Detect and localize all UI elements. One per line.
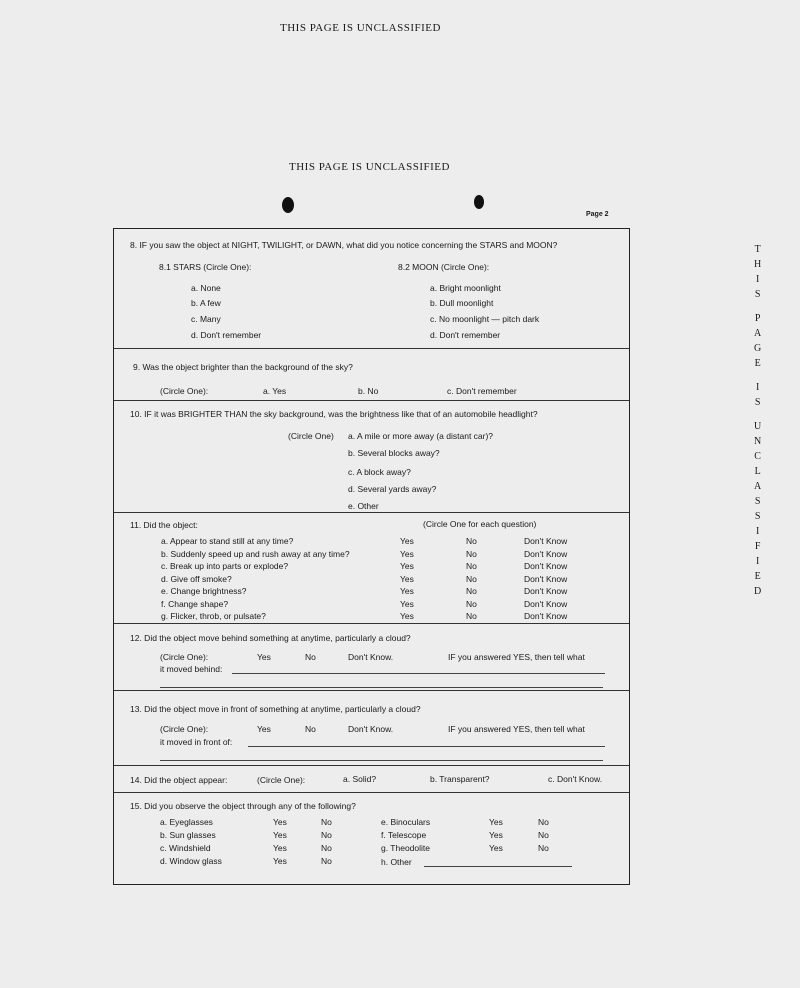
- question-text: 13. Did the object move in front of something at anytime, particularly a cloud?: [130, 704, 421, 714]
- side-letter: P: [754, 313, 761, 324]
- option-yes[interactable]: Yes: [489, 843, 503, 853]
- option-yes[interactable]: Yes: [400, 598, 414, 609]
- item-label: f. Change shape?: [161, 598, 229, 609]
- option-dont-know[interactable]: c. Don't Know.: [548, 774, 603, 784]
- mid-classification-header: THIS PAGE IS UNCLASSIFIED: [289, 161, 450, 173]
- option-yes[interactable]: Yes: [489, 830, 503, 840]
- item-label: c. Windshield: [160, 843, 211, 853]
- side-letter: C: [754, 451, 761, 462]
- moon-option[interactable]: c. No moonlight — pitch dark: [430, 314, 540, 324]
- option-yes[interactable]: Yes: [273, 856, 287, 866]
- headlight-option[interactable]: e. Other: [348, 501, 379, 511]
- option-yes[interactable]: Yes: [273, 817, 287, 827]
- item-label: d. Give off smoke?: [161, 573, 232, 584]
- question-text: 8. IF you saw the object at NIGHT, TWILIGHT, or DAWN, what did you notice concerning the STARS and MOON?: [130, 240, 558, 250]
- option-no[interactable]: No: [538, 817, 549, 827]
- stars-option[interactable]: b. A few: [191, 298, 221, 308]
- option-yes[interactable]: Yes: [400, 573, 414, 584]
- divider: [114, 623, 629, 624]
- option-yes[interactable]: Yes: [257, 724, 271, 734]
- side-letter: S: [754, 511, 761, 522]
- side-letter: S: [754, 397, 761, 408]
- answer-line[interactable]: [248, 746, 605, 747]
- moon-option[interactable]: b. Dull moonlight: [430, 298, 494, 308]
- option-dont-know[interactable]: Don't Know: [524, 548, 568, 559]
- circle-instruction: (Circle One):: [160, 652, 209, 662]
- top-classification-header: THIS PAGE IS UNCLASSIFIED: [280, 22, 441, 34]
- divider: [114, 348, 629, 349]
- option-no[interactable]: No: [321, 856, 332, 866]
- option-dont-know[interactable]: Don't Know: [524, 598, 568, 609]
- page-number: Page 2: [586, 211, 609, 218]
- option-no[interactable]: No: [466, 573, 477, 584]
- divider: [114, 400, 629, 401]
- item-label: b. Sun glasses: [160, 830, 216, 840]
- answer-line[interactable]: [232, 673, 605, 674]
- item-label: e. Change brightness?: [161, 586, 247, 596]
- follow-up-label: it moved behind:: [160, 664, 223, 674]
- option-no[interactable]: No: [466, 586, 477, 596]
- side-letter: I: [755, 382, 760, 393]
- circle-instruction: (Circle One): [288, 431, 334, 441]
- stars-option[interactable]: c. Many: [191, 314, 221, 324]
- option-no[interactable]: No: [466, 561, 477, 571]
- follow-up-instruction: IF you answered YES, then tell what: [448, 652, 585, 662]
- option-yes[interactable]: Yes: [400, 548, 414, 559]
- option-no[interactable]: No: [305, 724, 316, 734]
- side-classification-marking: [754, 242, 761, 599]
- option-yes[interactable]: Yes: [400, 586, 414, 596]
- divider: [114, 690, 629, 691]
- option-dont-know[interactable]: Don't Know: [524, 586, 568, 596]
- option-dont-know[interactable]: Don't Know: [524, 536, 568, 546]
- side-letter: F: [754, 541, 761, 552]
- option-dont-know[interactable]: Don't Know: [524, 611, 568, 621]
- option-dont-know[interactable]: Don't Know.: [348, 652, 394, 662]
- stars-label: 8.1 STARS (Circle One):: [159, 262, 252, 272]
- side-letter: E: [754, 571, 761, 582]
- item-label: f. Telescope: [381, 830, 427, 840]
- option-dont-remember[interactable]: c. Don't remember: [447, 386, 517, 396]
- answer-line[interactable]: [160, 760, 603, 761]
- headlight-option[interactable]: a. A mile or more away (a distant car)?: [348, 431, 494, 441]
- item-label: b. Suddenly speed up and rush away at any time?: [161, 548, 350, 559]
- moon-option[interactable]: d. Don't remember: [430, 330, 501, 340]
- side-letter: H: [754, 259, 762, 270]
- item-label: d. Window glass: [160, 856, 222, 866]
- follow-up-instruction: IF you answered YES, then tell what: [448, 724, 585, 734]
- option-dont-know[interactable]: Don't Know: [524, 561, 568, 571]
- answer-line[interactable]: [160, 687, 603, 688]
- option-yes[interactable]: a. Yes: [263, 386, 287, 396]
- side-letter: S: [754, 289, 761, 300]
- item-label: g. Flicker, throb, or pulsate?: [161, 611, 266, 621]
- option-yes[interactable]: Yes: [400, 561, 414, 571]
- option-no[interactable]: No: [466, 611, 477, 621]
- moon-option[interactable]: a. Bright moonlight: [430, 283, 501, 293]
- question-text: 11. Did the object:: [130, 520, 198, 530]
- stars-option[interactable]: d. Don't remember: [191, 330, 262, 340]
- side-letter: A: [754, 481, 762, 492]
- side-letter: I: [755, 556, 760, 567]
- other-label: h. Other: [381, 857, 412, 867]
- side-letter: I: [755, 526, 760, 537]
- headlight-option[interactable]: d. Several yards away?: [348, 484, 437, 494]
- side-letter: T: [754, 244, 761, 255]
- item-label: a. Eyeglasses: [160, 817, 213, 827]
- item-label: c. Break up into parts or explode?: [161, 561, 289, 571]
- question-text: 15. Did you observe the object through any of the following?: [130, 801, 356, 811]
- divider: [114, 765, 629, 766]
- question-text: 9. Was the object brighter than the background of the sky?: [133, 362, 353, 372]
- stars-option[interactable]: a. None: [191, 283, 221, 293]
- circle-instruction: (Circle One):: [160, 724, 209, 734]
- divider: [114, 792, 629, 793]
- option-no[interactable]: No: [321, 830, 332, 840]
- option-yes[interactable]: Yes: [400, 536, 414, 546]
- circle-instruction: (Circle One):: [160, 386, 209, 396]
- moon-label: 8.2 MOON (Circle One):: [398, 262, 490, 272]
- question-text: 10. IF it was BRIGHTER THAN the sky background, was the brightness like that of an automobile headlight?: [130, 409, 538, 419]
- option-yes[interactable]: Yes: [273, 830, 287, 840]
- headlight-option[interactable]: b. Several blocks away?: [348, 448, 440, 458]
- option-no[interactable]: No: [466, 548, 477, 559]
- punch-hole-left: [282, 197, 294, 213]
- item-label: a. Appear to stand still at any time?: [161, 536, 294, 546]
- option-yes[interactable]: Yes: [273, 843, 287, 853]
- side-letter: A: [754, 328, 762, 339]
- other-answer-line[interactable]: [424, 866, 572, 867]
- option-dont-know[interactable]: Don't Know: [524, 573, 568, 584]
- option-no[interactable]: No: [321, 817, 332, 827]
- option-no[interactable]: No: [466, 598, 477, 609]
- question-text: 12. Did the object move behind something at anytime, particularly a cloud?: [130, 633, 411, 643]
- option-solid[interactable]: a. Solid?: [343, 774, 377, 784]
- option-no[interactable]: No: [305, 652, 316, 662]
- option-no[interactable]: No: [321, 843, 332, 853]
- side-letter: G: [754, 343, 762, 354]
- option-no[interactable]: b. No: [358, 386, 379, 396]
- option-yes[interactable]: Yes: [400, 611, 414, 621]
- side-letter: N: [754, 436, 762, 447]
- question-text: 14. Did the object appear:: [130, 775, 228, 785]
- divider: [114, 512, 629, 513]
- side-letter: S: [754, 496, 761, 507]
- circle-instruction: (Circle One):: [257, 775, 306, 785]
- option-transparent[interactable]: b. Transparent?: [430, 774, 490, 784]
- side-letter: U: [754, 421, 762, 432]
- item-label: g. Theodolite: [381, 843, 430, 853]
- circle-instruction: (Circle One for each question): [423, 519, 537, 529]
- punch-hole-right: [474, 195, 484, 209]
- side-letter: D: [754, 586, 762, 597]
- option-no[interactable]: No: [538, 843, 549, 853]
- side-letter: I: [755, 274, 760, 285]
- follow-up-label: it moved in front of:: [160, 737, 233, 747]
- option-yes[interactable]: Yes: [257, 652, 271, 662]
- option-yes[interactable]: Yes: [489, 817, 503, 827]
- headlight-option[interactable]: c. A block away?: [348, 467, 411, 477]
- side-letter: E: [754, 358, 761, 369]
- option-no[interactable]: No: [538, 830, 549, 840]
- option-dont-know[interactable]: Don't Know.: [348, 724, 394, 734]
- side-letter: L: [754, 466, 761, 477]
- item-label: e. Binoculars: [381, 817, 431, 827]
- option-no[interactable]: No: [466, 536, 477, 546]
